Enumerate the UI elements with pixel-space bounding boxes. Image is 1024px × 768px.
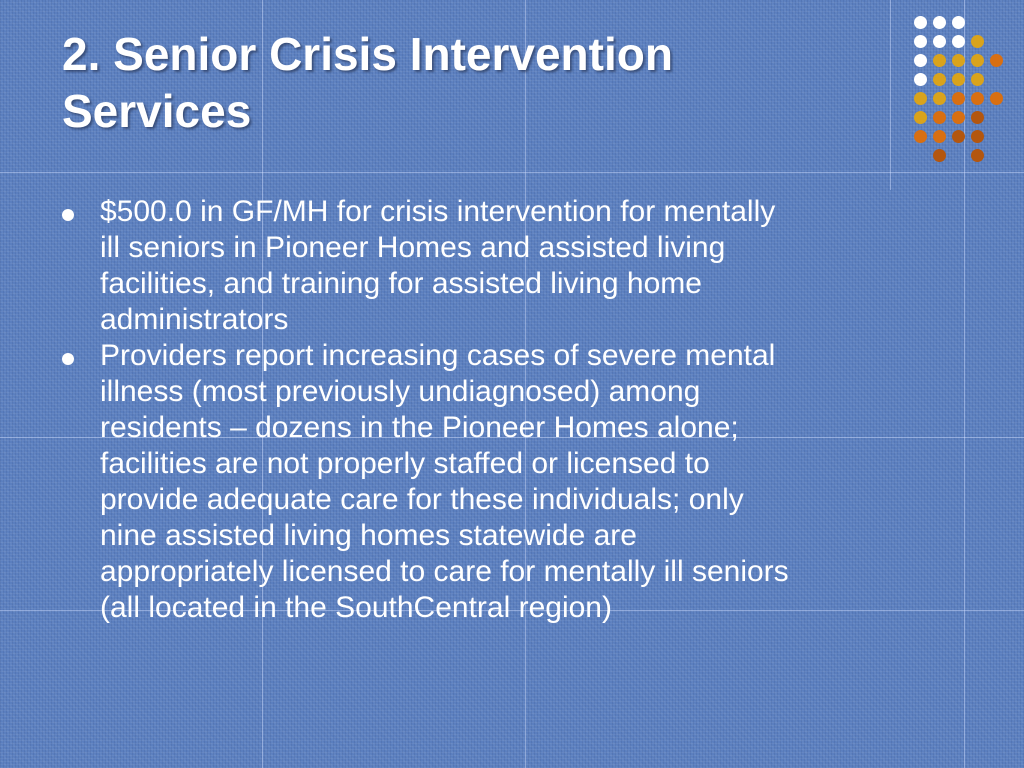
decor-dot	[933, 111, 946, 124]
decor-dot	[933, 149, 946, 162]
decor-dot	[933, 92, 946, 105]
decor-dot	[914, 54, 927, 67]
grid-line	[890, 0, 891, 190]
bullet-text-line: appropriately licensed to care for mentally ill seniors	[100, 555, 789, 588]
bullet-text-line: $500.0 in GF/MH for crisis intervention for mentally	[100, 195, 776, 228]
decor-dot	[990, 92, 1003, 105]
decor-dot	[971, 149, 984, 162]
decor-dot	[933, 73, 946, 86]
decor-dot	[914, 130, 927, 143]
decor-dot	[971, 54, 984, 67]
bullet-text-line: nine assisted living homes statewide are	[100, 519, 637, 552]
slide-title-line: 2. Senior Crisis Intervention	[62, 28, 673, 80]
bullet-dot-icon	[62, 353, 74, 365]
bullet-text-line: ill seniors in Pioneer Homes and assisted living	[100, 231, 726, 264]
decor-dot	[952, 92, 965, 105]
decor-dot	[933, 54, 946, 67]
bullet-text-line: Providers report increasing cases of severe mental	[100, 339, 776, 372]
bullet-list	[62, 194, 962, 626]
decor-dot	[914, 35, 927, 48]
bullet-dot-icon	[62, 209, 74, 221]
bullet-item	[62, 194, 962, 338]
bullet-text-line: provide adequate care for these individuals; only	[100, 483, 744, 516]
bullet-text-line: illness (most previously undiagnosed) among	[100, 375, 701, 408]
bullet-text-line: (all located in the SouthCentral region)	[100, 591, 612, 624]
decor-dot	[914, 16, 927, 29]
grid-line	[0, 172, 1024, 173]
decor-dot	[952, 130, 965, 143]
decor-dot	[952, 111, 965, 124]
decor-dot	[952, 16, 965, 29]
decor-dot	[990, 54, 1003, 67]
decor-dot	[952, 73, 965, 86]
decor-dot	[971, 130, 984, 143]
decor-dot	[971, 111, 984, 124]
decor-dot	[971, 73, 984, 86]
slide-title	[62, 26, 862, 140]
decor-dot	[914, 111, 927, 124]
decorative-dot-grid	[904, 10, 1024, 170]
decor-dot	[952, 35, 965, 48]
decor-dot	[933, 35, 946, 48]
bullet-text-line: facilities, and training for assisted living home	[100, 267, 702, 300]
bullet-text-line: facilities are not properly staffed or licensed to	[100, 447, 710, 480]
decor-dot	[971, 92, 984, 105]
bullet-text-line: administrators	[100, 303, 289, 336]
bullet-item	[62, 338, 962, 626]
bullet-text-line: residents – dozens in the Pioneer Homes alone;	[100, 411, 739, 444]
decor-dot	[914, 92, 927, 105]
decor-dot	[914, 73, 927, 86]
decor-dot	[933, 16, 946, 29]
decor-dot	[952, 54, 965, 67]
decor-dot	[933, 130, 946, 143]
slide-title-line: Services	[62, 85, 252, 137]
decor-dot	[971, 35, 984, 48]
